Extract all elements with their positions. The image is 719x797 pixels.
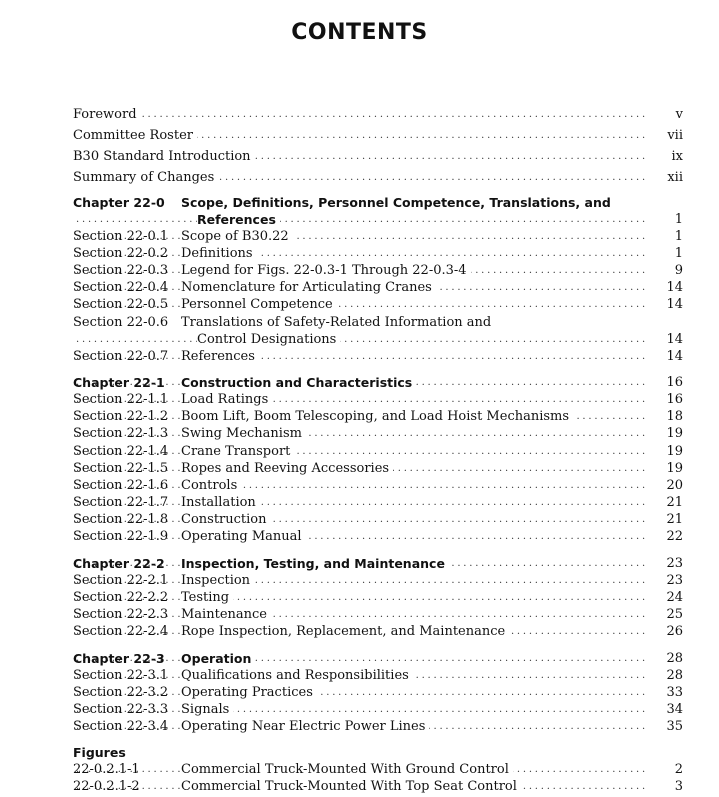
toc-entry[interactable]	[73, 374, 683, 391]
toc-entry-title: Commercial Truck-Mounted With Top Seat Control	[181, 778, 521, 795]
toc-entry-page: 18	[666, 409, 683, 424]
toc-entry[interactable]	[73, 718, 683, 735]
toc-entry-page: 33	[666, 685, 683, 700]
toc-entry[interactable]	[73, 460, 683, 477]
toc-entry[interactable]	[73, 778, 683, 795]
toc-entry-title: Installation	[181, 494, 260, 511]
toc-entry-number: Section 22-1.6	[73, 478, 169, 493]
toc-entry[interactable]	[73, 443, 683, 460]
toc-entry-page: 21	[666, 512, 683, 527]
toc-entry-title: Translations of Safety-Related Information and	[181, 314, 495, 331]
toc-entry-page: 1	[674, 246, 683, 261]
toc-entry-title: Signals	[181, 701, 233, 718]
toc-entry[interactable]	[73, 408, 683, 425]
toc-entry[interactable]	[73, 127, 683, 144]
toc-entry-number: Section 22-0.7	[73, 349, 169, 364]
toc-entry-page: 14	[666, 332, 683, 347]
page-title: CONTENTS	[291, 20, 428, 45]
toc-entry-page: 19	[666, 444, 683, 459]
toc-entry-title: Scope of B30.22	[181, 228, 293, 245]
toc-entry-page: 28	[666, 668, 683, 683]
toc-entry-number: Section 22-1.8	[73, 512, 169, 527]
toc-entry-title: References	[181, 348, 259, 365]
toc-entry-title: Operating Manual	[181, 528, 306, 545]
toc-entry[interactable]	[73, 606, 683, 623]
toc-entry-title: Control Designations	[197, 331, 340, 348]
toc-entry[interactable]	[73, 623, 683, 640]
toc-entry-number: Section 22-2.3	[73, 607, 169, 622]
toc-entry-number: 22-0.2.1-1	[73, 762, 140, 777]
toc-entry[interactable]	[73, 296, 683, 313]
dot-leader	[73, 211, 645, 228]
toc-entry-title: Maintenance	[181, 606, 271, 623]
toc-entry-number: Section 22-0.3	[73, 263, 169, 278]
toc-entry[interactable]	[73, 555, 683, 572]
toc-entry-number: Section 22-1.9	[73, 529, 169, 544]
toc-entry-title: Rope Inspection, Replacement, and Maintenance	[181, 623, 509, 640]
toc-entry-number: Section 22-1.2	[73, 409, 169, 424]
toc-entry-page: 28	[666, 651, 683, 666]
toc-entry-title: Commercial Truck-Mounted With Ground Control	[181, 761, 513, 778]
toc-entry-page: 14	[666, 280, 683, 295]
toc-entry-title: Definitions	[181, 245, 257, 262]
toc-entry-page: 9	[674, 263, 683, 278]
toc-entry-page: 3	[674, 779, 683, 794]
toc-entry-title: Foreword	[73, 106, 141, 123]
toc-entry-title: Testing	[181, 589, 233, 606]
toc-entry[interactable]	[73, 494, 683, 511]
toc-entry-title: Committee Roster	[73, 127, 197, 144]
toc-entry-page: 21	[666, 495, 683, 510]
toc-entry-number: Section 22-1.3	[73, 426, 169, 441]
toc-entry-title: Inspection, Testing, and Maintenance	[181, 555, 449, 572]
toc-entry-title: B30 Standard Introduction	[73, 148, 255, 165]
toc-entry[interactable]	[73, 511, 683, 528]
toc-entry-number: Section 22-1.5	[73, 461, 169, 476]
toc-entry-title: Controls	[181, 477, 241, 494]
toc-entry-title: Construction	[181, 511, 271, 528]
toc-entry-number: Section 22-2.2	[73, 590, 169, 605]
toc-entry-number: Chapter 22-0	[73, 195, 165, 210]
toc-entry[interactable]	[73, 701, 683, 718]
toc-entry-page: ix	[671, 149, 683, 164]
toc-entry-number: Section 22-3.1	[73, 668, 169, 683]
toc-entry-number: 22-0.2.1-2	[73, 779, 140, 794]
toc-entry-title: Construction and Characteristics	[181, 374, 416, 391]
toc-entry-title: Crane Transport	[181, 443, 294, 460]
toc-entry-number: Chapter 22-2	[73, 556, 165, 571]
toc-entry[interactable]	[73, 477, 683, 494]
toc-entry[interactable]	[73, 425, 683, 442]
toc-entry-page: 14	[666, 297, 683, 312]
toc-entry-number: Section 22-1.7	[73, 495, 169, 510]
toc-entry-title: Scope, Definitions, Personnel Competence, Translations, and	[181, 194, 615, 211]
toc-entry-page: 35	[666, 719, 683, 734]
toc-entry[interactable]	[73, 148, 683, 165]
toc-entry-page: 25	[666, 607, 683, 622]
toc-entry-title: Legend for Figs. 22-0.3-1 Through 22-0.3-4	[181, 262, 471, 279]
toc-entry[interactable]	[73, 348, 683, 365]
toc-entry-number: Section 22-3.2	[73, 685, 169, 700]
toc-entry[interactable]	[73, 528, 683, 545]
toc-entry-number: Section 22-0.6	[73, 315, 169, 330]
toc-entry-page: 34	[666, 702, 683, 717]
toc-entry-title: Qualifications and Responsibilities	[181, 667, 413, 684]
toc-entry-number: Section 22-3.4	[73, 719, 169, 734]
toc-entry-page: 1	[674, 229, 683, 244]
toc-entry[interactable]	[73, 245, 683, 262]
toc-entry-page: 22	[666, 529, 683, 544]
toc-entry-page: 24	[666, 590, 683, 605]
toc-entry-title: Operating Practices	[181, 684, 317, 701]
toc-entry-page: 26	[666, 624, 683, 639]
toc-entry-title: References	[197, 211, 280, 228]
toc-entry-number: Section 22-3.3	[73, 702, 169, 717]
toc-entry-number: Section 22-2.4	[73, 624, 169, 639]
toc-entry-number: Section 22-0.4	[73, 280, 169, 295]
toc-entry-title: Nomenclature for Articulating Cranes	[181, 279, 436, 296]
toc-entry-number: Section 22-0.2	[73, 246, 169, 261]
toc-entry[interactable]	[73, 761, 683, 778]
toc-entry[interactable]	[73, 684, 683, 701]
toc-entry-number: Figures	[73, 745, 126, 760]
toc-entry[interactable]	[73, 194, 683, 211]
toc-entry[interactable]	[73, 169, 683, 186]
toc-entry[interactable]	[73, 391, 683, 408]
toc-entry[interactable]	[73, 106, 683, 123]
toc-entry-title: Operating Near Electric Power Lines	[181, 718, 429, 735]
toc-entry-page: 20	[666, 478, 683, 493]
toc-entry[interactable]	[73, 744, 683, 761]
toc-entry-number: Chapter 22-3	[73, 651, 165, 666]
toc-entry-page: 14	[666, 349, 683, 364]
toc-entry-number: Section 22-1.1	[73, 392, 169, 407]
toc-entry[interactable]	[73, 667, 683, 684]
toc-entry[interactable]	[73, 650, 683, 667]
toc-entry-title: Swing Mechanism	[181, 425, 306, 442]
toc-entry[interactable]	[73, 262, 683, 279]
toc-entry-number: Section 22-2.1	[73, 573, 169, 588]
toc-entry-page: 16	[666, 392, 683, 407]
toc-entry-page: 16	[666, 375, 683, 390]
toc-entry-page: v	[675, 107, 683, 122]
toc-entry-number: Section 22-1.4	[73, 444, 169, 459]
toc-entry-title: Summary of Changes	[73, 169, 218, 186]
toc-entry[interactable]	[73, 589, 683, 606]
toc-entry-page: 23	[666, 556, 683, 571]
toc-entry-title: Boom Lift, Boom Telescoping, and Load Hoist Mechanisms	[181, 408, 573, 425]
toc-entry-title: Ropes and Reeving Accessories	[181, 460, 393, 477]
toc-entry-number: Section 22-0.5	[73, 297, 169, 312]
dot-leader	[73, 331, 645, 348]
toc-entry[interactable]	[73, 228, 683, 245]
toc-entry-page: xii	[667, 170, 683, 185]
toc-entry-page: 2	[674, 762, 683, 777]
toc-entry-page: 19	[666, 461, 683, 476]
toc-entry[interactable]	[73, 314, 683, 331]
toc-entry-title: Operation	[181, 650, 255, 667]
dot-leader	[73, 106, 645, 123]
toc-entry-page: vii	[667, 128, 683, 143]
toc-entry-title: Load Ratings	[181, 391, 272, 408]
toc-entry[interactable]	[73, 279, 683, 296]
toc-entry-page: 19	[666, 426, 683, 441]
toc-entry[interactable]	[73, 572, 683, 589]
toc-entry-number: Chapter 22-1	[73, 375, 165, 390]
toc-entry-page: 23	[666, 573, 683, 588]
toc-entry-number: Section 22-0.1	[73, 229, 169, 244]
toc-entry[interactable]	[73, 331, 683, 348]
toc-entry-page: 1	[674, 212, 683, 227]
toc-entry-title: Personnel Competence	[181, 296, 337, 313]
toc-entry[interactable]	[73, 211, 683, 228]
toc-entry-title: Inspection	[181, 572, 254, 589]
